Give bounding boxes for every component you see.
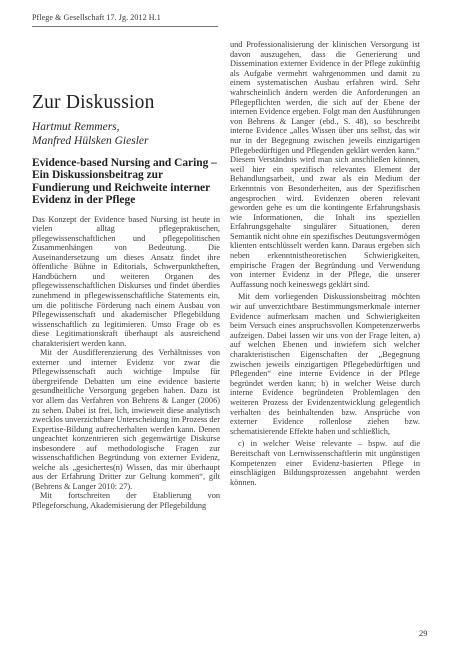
paragraph: c) in welcher Weise relevante – bspw. auf die Bereitschaft von Lernwissenschaftlerin mit ungünstigen Kompetenzen einer Evidenz-basierten Pflege in einschlägigen Bildungsprozessen angebahnt werden können.: [230, 439, 420, 487]
authors: [32, 120, 220, 148]
left-column: [32, 92, 220, 511]
article-title: Evidence-based Nursing and Caring – Ein Diskussionsbeitrag zur Fundierung und Reichweite interner Evidenz in der Pflege: [32, 157, 217, 207]
paragraph: und Professionalisierung der klinischen Versorgung ist davon auszugehen, dass die Generierung und Dissemination externer Evidence in der Pflege zukünftig als Aufgabe vermehrt wahrgenommen und damit zu einem systematischen Ausbau erfahren wird. Sehr wahrscheinlich ändern werden die Anforderungen an Pflegepflichten werden, die sich auf der Ebene der internen Evidence ergeben. Folgt man den Ausführungen von Behrens & Langer (ebd., S. 48), so beschreibt interne Evidence „alles Wissen über uns selbst, das wir nur in der Begegnung zwischen jeweils einzigartigen Pflegebedürftigen und Pflegenden geklärt werden kann.“ Diesem Verständnis wird man sich anschließen können, weil hier ein spezifisch relevantes Element der Behandlungsarbeit, und zwar als ein Medium der Erkenntnis von Besonderheiten, aus der Spezifischen angesprochen wird. Evidenzen oberen relevant geworden gehe es um die kontingente Erfahrungsbasis wie Informationen, die Inhalt ins speziellen Erfahrungsgehalte singulärer Situationen, deren Semantik nicht ohne ein spezifisches Deutungsvermögen klienten entschlüsselt werden kann. Daraus ergeben sich neben erkenntnistheoretischen Schwierigkeiten, empirische Fragen der Begründung und Verwendung von interner Evidenz in der Pflege, die unserer Auffassung noch keineswegs geklärt sind.: [230, 40, 420, 289]
author-1: Hartmut Remmers,: [32, 121, 120, 133]
left-body-text: [32, 215, 220, 511]
paragraph: Mit dem vorliegenden Diskussionsbeitrag möchten wir auf unverzichtbare Bestimmungsmerkmale interner Evidence aufmerksam machen und Schwierigkeiten beim Versuch eines anspruchsvollen Kompetenzerwerbs aufzeigen. Dabei lassen wir uns von der Frage leiten, a) auf welchen Ebenen und inwiefern sich welcher charakteristischen Eigenschaften der „Begegnung zwischen jeweils einzigartigen Pflegebedürftigen und Pflegenden“ eine interne Evidence in der Pflege begründet werden kann; b) in welcher Weise durch interne Evidence begründeten Problemlagen den weiteren Prozess der Evidenzentwicklung gelegentlich verhalten des beinhaltenden bzw. Ansprüche von externer Evidence rollenlose ziehen bzw. schematisierende Effekte haben und schließlich,: [230, 292, 420, 436]
running-head: Pflege & Gesellschaft 17. Jg. 2012 H.1: [32, 13, 161, 22]
paragraph: Das Konzept der Evidence based Nursing ist heute in vielen alltag pflegepraktischen, pflegewissenschaftlichen und pflegepolitischen Zusammenhängen von Bedeutung. Die Auseinandersetzung um dieses Ansatz findet ihre öffentliche Bühne in Editorials, Schwerpunktheften, Handbüchern und weiteren Organen des pflegewissenschaftlichen Diskurses und findet überdies zunehmend in pflegewissenschaftliche Statements ein, um die politische Förderung nach einem Ausbau von Pflegewissenschaft und akademischer Pflegebildung wissenschaftlich zu legitimieren. Umso Frage ob es diese Legitimationskraft überhaupt als ausreichend charakterisiert werden kann.: [32, 214, 220, 348]
author-2: Manfred Hülsken Giesler: [32, 135, 149, 147]
paragraph: Mit fortschreiten der Etablierung von Pflegeforschung, Akademisierung der Pflegebildung: [32, 491, 220, 511]
right-column: [230, 40, 420, 487]
paragraph: Mit der Ausdifferenzierung des Verhältnisses von externer und interner Evidenz vor zwar die Pflegewissenschaft auch wichtige Impulse für übergreifende Debatten um eine evidence basierte gesundheitliche Versorgung gegeben haben. Dazu ist vor allem das Verfahren von Behrens & Langer (2006) zu sehen. Dabei ist frei, lich, inwieweit diese analytisch zwecklos unverzichtbare Unterscheidung im Prozess der Expertise-Bildung aufrecherhalten werden kann. Denen ungeachtet konzentrieren sich gegenwärtige Diskurse insbesondere auf methodologische Fragen zur wissenschaftlichen Begründung von externer Evidenz, welche als „gesichertes(n) Wissen, das mir überhaupt aus der Erfahrung Dritter zur Geltung kommen“, gilt (Behrens & Langer 2010: 27).: [32, 348, 220, 491]
header-rule: [32, 26, 218, 27]
section-title: Zur Diskussion: [32, 92, 155, 113]
page-number: 29: [419, 628, 428, 638]
